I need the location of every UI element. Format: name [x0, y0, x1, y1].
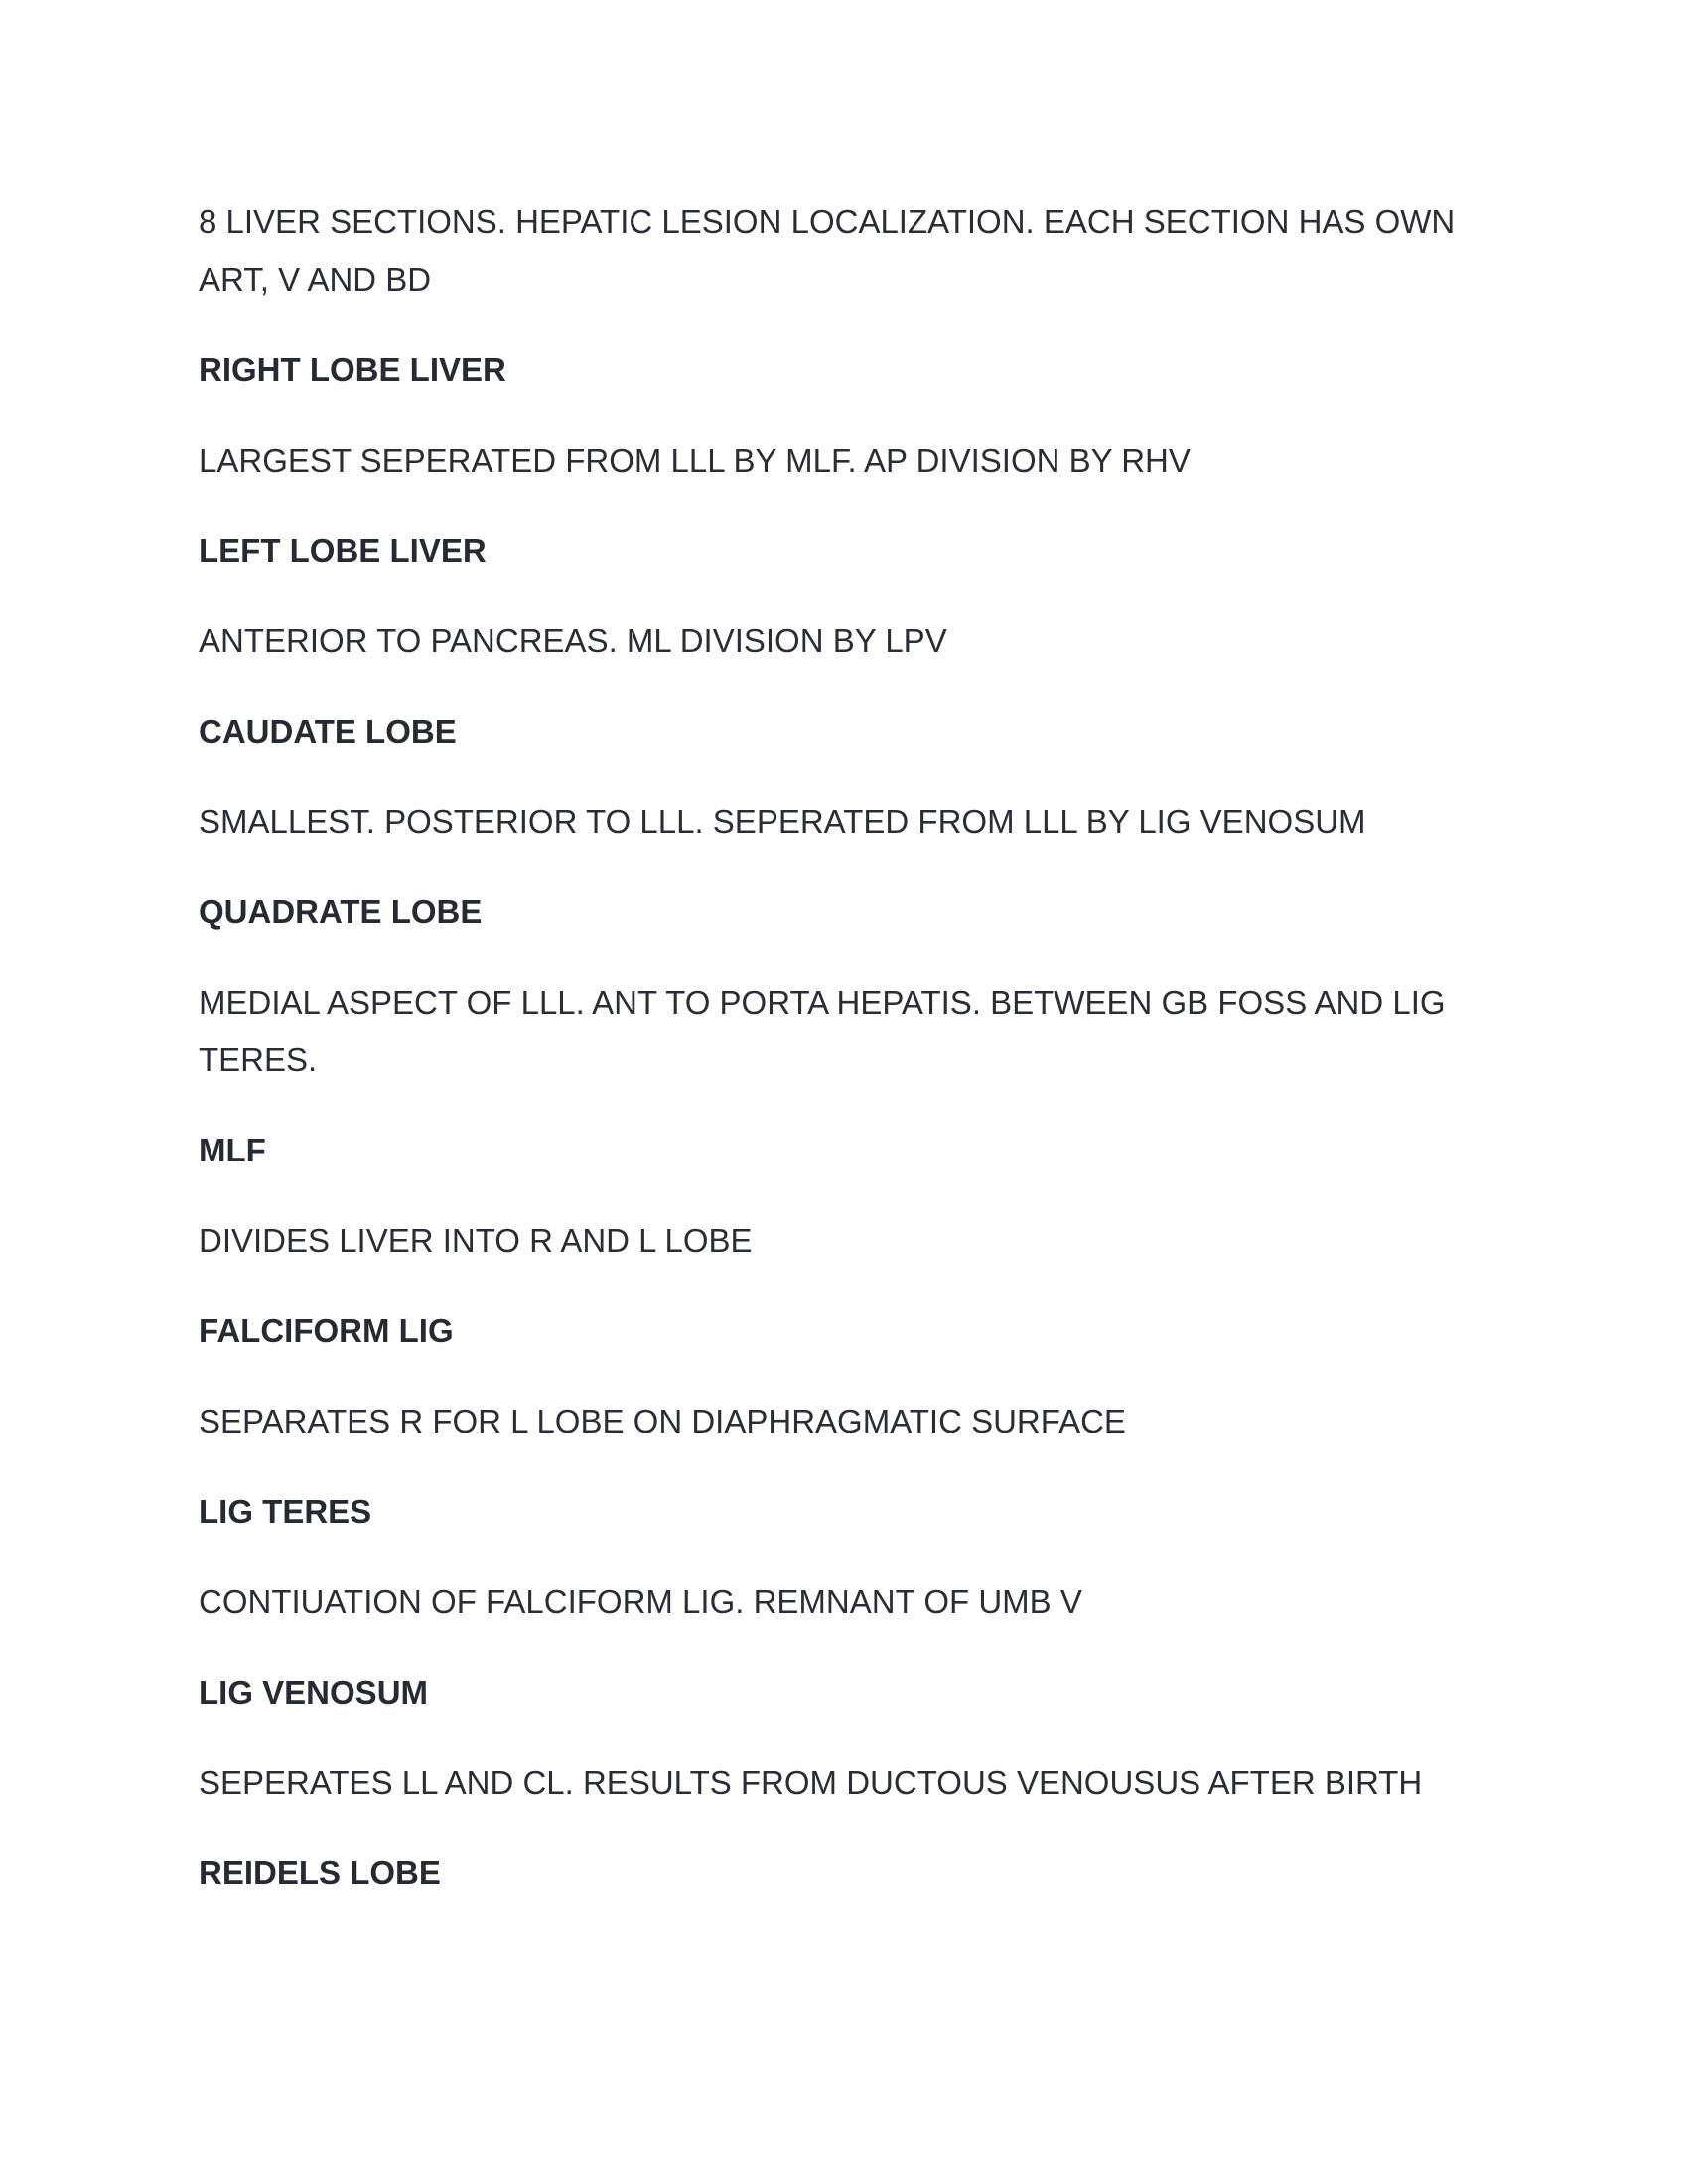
section-text: ANTERIOR TO PANCREAS. ML DIVISION BY LPV	[199, 622, 947, 659]
section-reidels-lobe	[199, 1844, 1489, 1902]
section-heading: RIGHT LOBE LIVER	[199, 351, 506, 388]
section-text: CONTIUATION OF FALCIFORM LIG. REMNANT OF UMB V	[199, 1583, 1082, 1620]
section-heading: FALCIFORM LIG	[199, 1312, 454, 1349]
section-mlf	[199, 1122, 1489, 1270]
section-heading: REIDELS LOBE	[199, 1854, 441, 1891]
section-text: LARGEST SEPERATED FROM LLL BY MLF. AP DIVISION BY RHV	[199, 442, 1191, 478]
section-text: SEPERATES LL AND CL. RESULTS FROM DUCTOUS VENOUSUS AFTER BIRTH	[199, 1764, 1423, 1801]
section-text: MEDIAL ASPECT OF LLL. ANT TO PORTA HEPATIS. BETWEEN GB FOSS AND LIG TERES.	[199, 984, 1446, 1078]
section-heading: LIG TERES	[199, 1493, 372, 1530]
section-heading: CAUDATE LOBE	[199, 713, 457, 750]
section-text: DIVIDES LIVER INTO R AND L LOBE	[199, 1222, 753, 1259]
section-left-lobe	[199, 522, 1489, 670]
document-page	[199, 194, 1489, 1935]
section-heading: QUADRATE LOBE	[199, 893, 483, 930]
section-quadrate-lobe	[199, 884, 1489, 1089]
section-heading: LEFT LOBE LIVER	[199, 532, 487, 569]
section-lig-teres	[199, 1483, 1489, 1631]
section-heading: MLF	[199, 1132, 266, 1168]
section-right-lobe	[199, 341, 1489, 489]
section-caudate-lobe	[199, 703, 1489, 851]
section-lig-venosum	[199, 1664, 1489, 1812]
section-text: SMALLEST. POSTERIOR TO LLL. SEPERATED FROM LLL BY LIG VENOSUM	[199, 803, 1366, 840]
section-text: SEPARATES R FOR L LOBE ON DIAPHRAGMATIC SURFACE	[199, 1403, 1126, 1439]
section-heading: LIG VENOSUM	[199, 1674, 429, 1710]
section-falciform-lig	[199, 1302, 1489, 1450]
intro-paragraph: 8 LIVER SECTIONS. HEPATIC LESION LOCALIZATION. EACH SECTION HAS OWN ART, V AND BD	[199, 204, 1456, 298]
